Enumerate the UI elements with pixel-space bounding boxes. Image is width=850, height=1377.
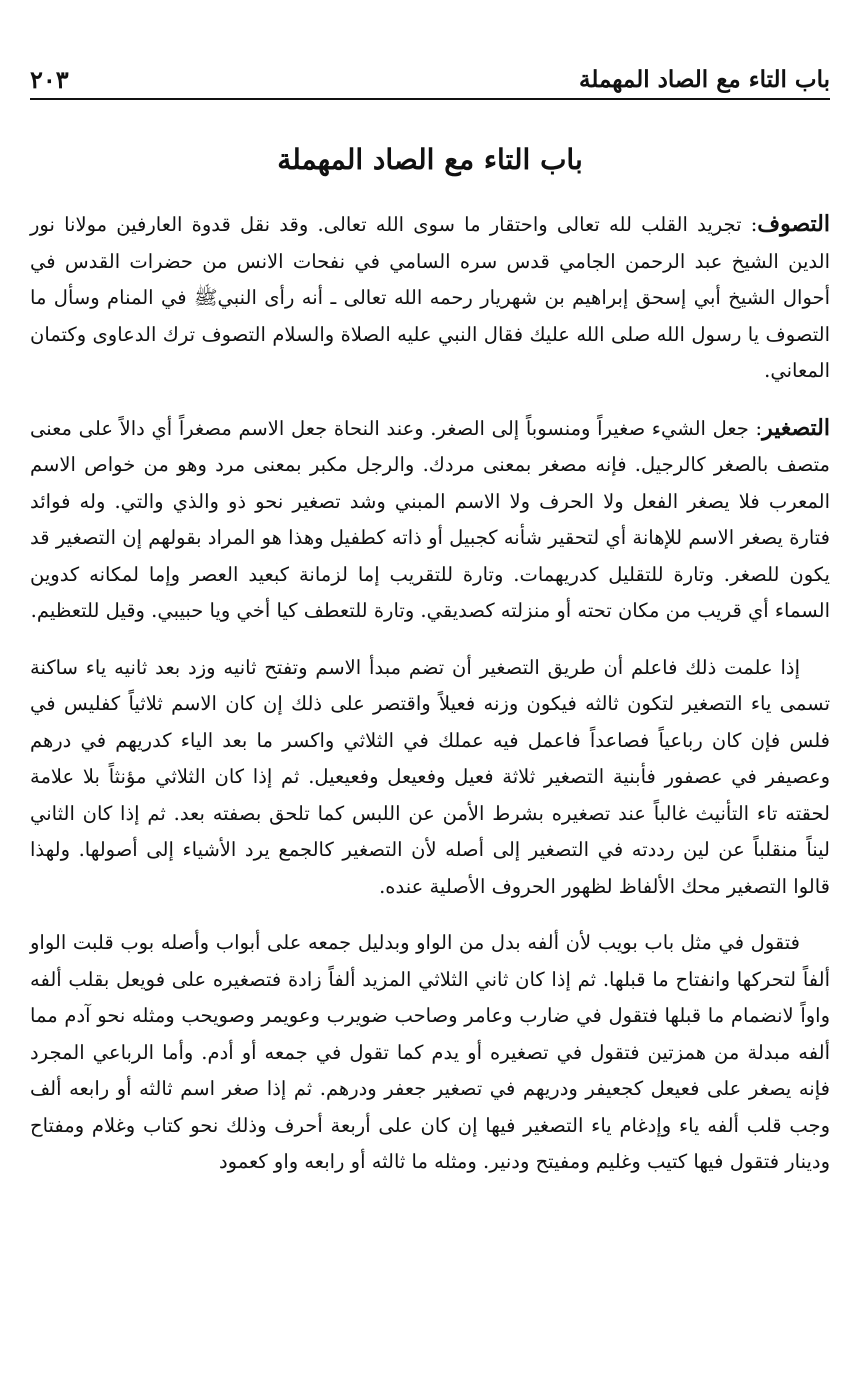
entry-definition: : جعل الشيء صغيراً ومنسوباً إلى الصغر. وعند النحاة جعل الاسم مصغراً أي دالاً على معنى متصف بالصغر كالرجيل. فإنه مصغر بمعنى مردك. والرجل مكبر بمعنى مرد وهو من خواص الاسم المعرب فلا يصغر الفعل ولا الحرف ولا الاسم المبني وشد تصغير نحو ذو والذي والتي. وله فوائد فتارة يصغر الاسم للإهانة أي لتحقير شأنه كجبيل أو ذاته كطفيل وهذا هو المراد بقولهم إن التصغير قد يكون للصغر. وتارة للتقليل كدريهمات. وتارة للتقريب إما لزمانة كبعيد العصر وإما لمكانه كدوين السماء أي قريب من مكان تحته أو منزلته كصديقي. وتارة للتعطف كيا أخي ويا حبيبي. وقيل للتعظيم.	[30, 416, 830, 622]
paragraph: إذا علمت ذلك فاعلم أن طريق التصغير أن تضم مبدأ الاسم وتفتح ثانيه وزد بعد ثانيه ياء ساكنة تسمى ياء التصغير لتكون ثالثه فيكون وزنه فعيلاً واقتصر على ذلك إن كان الاسم ثلاثياً كفليس في فلس فإن كان رباعياً فصاعداً فاعمل فيه عملك في الثلاثي واكسر ما بعد الياء كدريهم في درهم وعصيفر في عصفور فأبنية التصغير ثلاثة فعيل وفعيعل وفعيعيل. ثم إذا كان الثلاثي مؤنثاً بلا علامة لحقته تاء التأنيث غالباً عند تصغيره بشرط الأمن عن اللبس كما تلحق بصفته بعد. ثم إذا كان الثاني ليناً منقلباً عن لين رددته في التصغير إلى أصله لأن التصغير كالجمع يرد الأشياء إلى أصولها. ولهذا قالوا التصغير محك الألفاظ لظهور الحروف الأصلية عنده.	[30, 655, 830, 898]
paragraph: فتقول في مثل باب بويب لأن ألفه بدل من الواو وبدليل جمعه على أبواب وأصله بوب قلبت الواو ألفاً لتحركها وانفتاح ما قبلها. ثم إذا كان ثاني الثلاثي المزيد ألفاً زادة فتصغيره على فويعل بقلب ألفه واواً لانضمام ما قبلها فتقول في ضارب وعامر وصاحب ضويرب وعويمر وصويحب ومثله نحو آدم مما ألفه مبدلة من همزتين فتقول في تصغيره أو يدم كما تقول في جمعه أو أدم. وأما الرباعي المجرد فإنه يصغر على فعيعل كجعيفر ودريهم في تصغير جعفر ودرهم. ثم إذا صغر اسم ثالثه أو رابعه ألف وجب قلب ألفه ياء وإدغام ياء التصغير فيها إن كان على أربعة أحرف وذلك نحو كتاب وغلام ومفتاح ودينار فتقول فيها كتيب وغليم ومفيتح ودنير. ومثله ما ثالثه أو رابعه واو كعمود	[30, 931, 830, 1173]
running-header	[30, 60, 830, 100]
entry-term: التصوف	[757, 211, 830, 237]
running-title: باب التاء مع الصاد المهملة	[579, 65, 830, 93]
entry-tasawwuf	[30, 206, 830, 390]
body-text	[30, 206, 830, 1201]
book-page	[30, 0, 830, 1377]
entry-definition: : تجريد القلب لله تعالى واحتقار ما سوى الله تعالى. وقد نقل قدوة العارفين مولانا نور الدين الشيخ عبد الرحمن الجامي قدس سره السامي في نفحات الانس من حضرات القدس في أحوال الشيخ أبي إسحق إبراهيم بن شهريار رحمه الله تعالى ـ أنه رأى النبيﷺ في المنام وسأل ما التصوف يا رسول الله صلى الله عليك فقال النبي عليه الصلاة والسلام التصوف ترك الدعاوى وكتمان المعاني.	[30, 213, 830, 382]
page-number: ٢٠٣	[30, 64, 69, 94]
entry-term: التصغير	[762, 414, 830, 441]
entry-tasghir	[30, 410, 830, 630]
chapter-title: باب التاء مع الصاد المهملة	[277, 143, 583, 176]
